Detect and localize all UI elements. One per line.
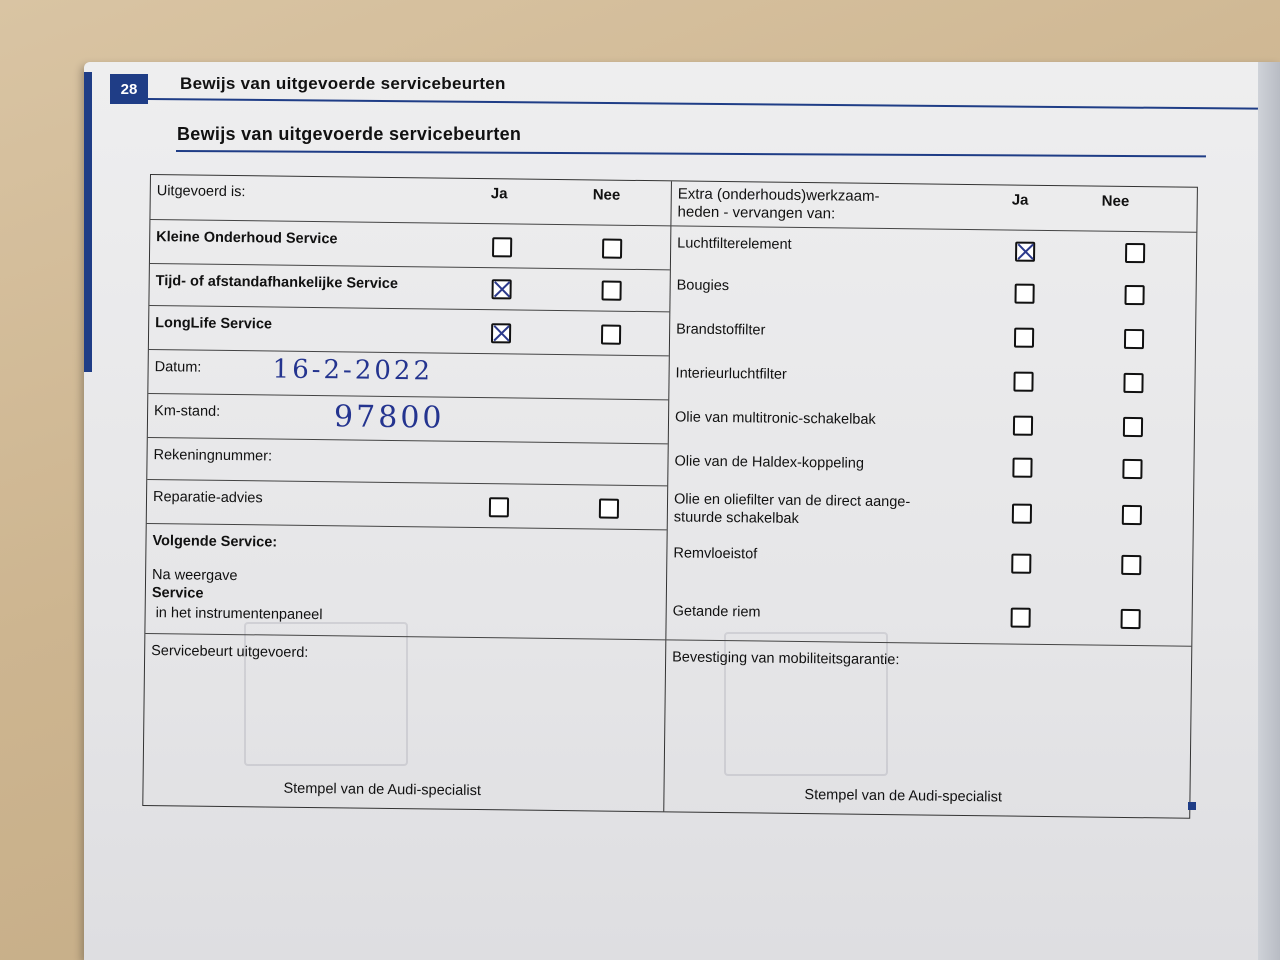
nee-header: Nee [592,186,621,204]
row-luchtfilter [671,227,1196,273]
row-tijd-afstand [149,265,669,312]
ja-checkbox-checked[interactable] [491,279,511,299]
km-label: Km-stand: [154,403,221,420]
instrumentenpaneel-label: in het instrumentenpaneel [155,605,323,624]
row-label: Brandstoffilter [676,321,766,339]
extra-header-line1: Extra (onderhouds)werkzaam- [677,185,880,205]
row-direct-schakelbak [668,487,1194,541]
end-of-section-mark [1188,802,1196,810]
row-servicebeurt-uitgevoerd [143,635,665,809]
booklet-page [84,62,1280,960]
row-km-stand [148,395,668,444]
row-label: LongLife Service [155,315,273,333]
ja-checkbox[interactable] [1014,328,1034,348]
stempel-label: Stempel van de Audi-specialist [804,787,1003,806]
ja-checkbox[interactable] [1013,416,1033,436]
ja-header: Ja [490,185,508,203]
nee-checkbox[interactable] [1123,417,1143,437]
bevestiging-label: Bevestiging van mobiliteitsgarantie: [672,649,900,669]
left-column [143,175,672,811]
nee-header: Nee [1101,192,1130,210]
row-longlife [149,307,669,356]
page-edge-tab [84,72,92,372]
row-reparatie [147,481,667,530]
ja-checkbox[interactable] [1011,608,1031,628]
nee-checkbox[interactable] [601,281,621,301]
datum-label: Datum: [154,359,202,376]
page-number: 28 [110,74,148,104]
ja-checkbox[interactable] [1013,372,1033,392]
row-rekeningnummer [147,439,667,486]
right-column [664,181,1197,817]
nee-checkbox[interactable] [599,499,619,519]
right-header-row [671,181,1197,232]
header-rule [148,98,1258,110]
ja-checkbox[interactable] [1012,458,1032,478]
nee-checkbox[interactable] [1121,555,1141,575]
row-bougies [670,269,1195,317]
row-haldex [668,445,1193,491]
extra-header-line2: heden - vervangen van: [677,203,836,223]
uitgevoerd-label: Servicebeurt uitgevoerd: [151,643,309,661]
row-label: Getande riem [672,603,761,621]
volgende-label: Volgende Service: [152,533,278,551]
nee-checkbox[interactable] [602,239,622,259]
row-label: Tijd- of afstandafhankelijke Service [155,273,399,293]
datum-handwritten: 16-2-2022 [272,354,434,387]
ja-checkbox[interactable] [1011,554,1031,574]
running-title: Bewijs van uitgevoerde servicebeurten [180,74,506,93]
row-label: Kleine Onderhoud Service [156,229,338,248]
na-weergave-label: Na weergave [152,567,238,585]
left-header-row [150,175,671,226]
row-label: Olie van de Haldex-koppeling [674,453,865,472]
booklet-spine [1258,62,1280,960]
row-datum [148,351,668,400]
row-label-line2: stuurde schakelbak [673,509,799,527]
service-word: Service [151,585,204,602]
row-remvloeistof [667,537,1193,593]
title-rule [176,150,1206,157]
row-label: Olie van multitronic-schakelbak [674,409,876,428]
km-handwritten: 97800 [333,399,445,436]
row-label: Bougies [676,277,730,295]
nee-checkbox[interactable] [601,325,621,345]
rekening-label: Rekeningnummer: [153,447,273,465]
uitgevoerd-header: Uitgevoerd is: [156,183,246,201]
nee-checkbox[interactable] [1125,243,1145,263]
row-volgende-service [145,525,666,640]
row-label: Luchtfilterelement [677,235,792,253]
ja-checkbox[interactable] [492,237,512,257]
stempel-label: Stempel van de Audi-specialist [283,780,482,800]
section-title: Bewijs van uitgevoerde servicebeurten [177,124,522,144]
row-mobiliteitsgarantie [664,641,1191,815]
row-label: Olie en oliefilter van de direct aange- [673,491,911,511]
nee-checkbox[interactable] [1124,329,1144,349]
reparatie-label: Reparatie-advies [152,489,263,507]
nee-checkbox[interactable] [1122,505,1142,525]
ja-header: Ja [1011,191,1029,209]
row-interieurluchtfilter [669,357,1194,405]
nee-checkbox[interactable] [1121,609,1141,629]
nee-checkbox[interactable] [1124,285,1144,305]
row-label: Interieurluchtfilter [675,365,787,383]
row-brandstoffilter [670,313,1195,361]
row-getande-riem [666,589,1192,646]
service-form [142,174,1198,819]
row-multitronic [669,401,1194,449]
ja-checkbox[interactable] [1012,504,1032,524]
ja-checkbox[interactable] [489,497,509,517]
nee-checkbox[interactable] [1123,373,1143,393]
ja-checkbox-checked[interactable] [1015,242,1035,262]
nee-checkbox[interactable] [1122,459,1142,479]
ja-checkbox[interactable] [1014,284,1034,304]
ja-checkbox-checked[interactable] [491,323,511,343]
row-label: Remvloeistof [673,545,758,563]
row-kleine-onderhoud [150,221,670,270]
